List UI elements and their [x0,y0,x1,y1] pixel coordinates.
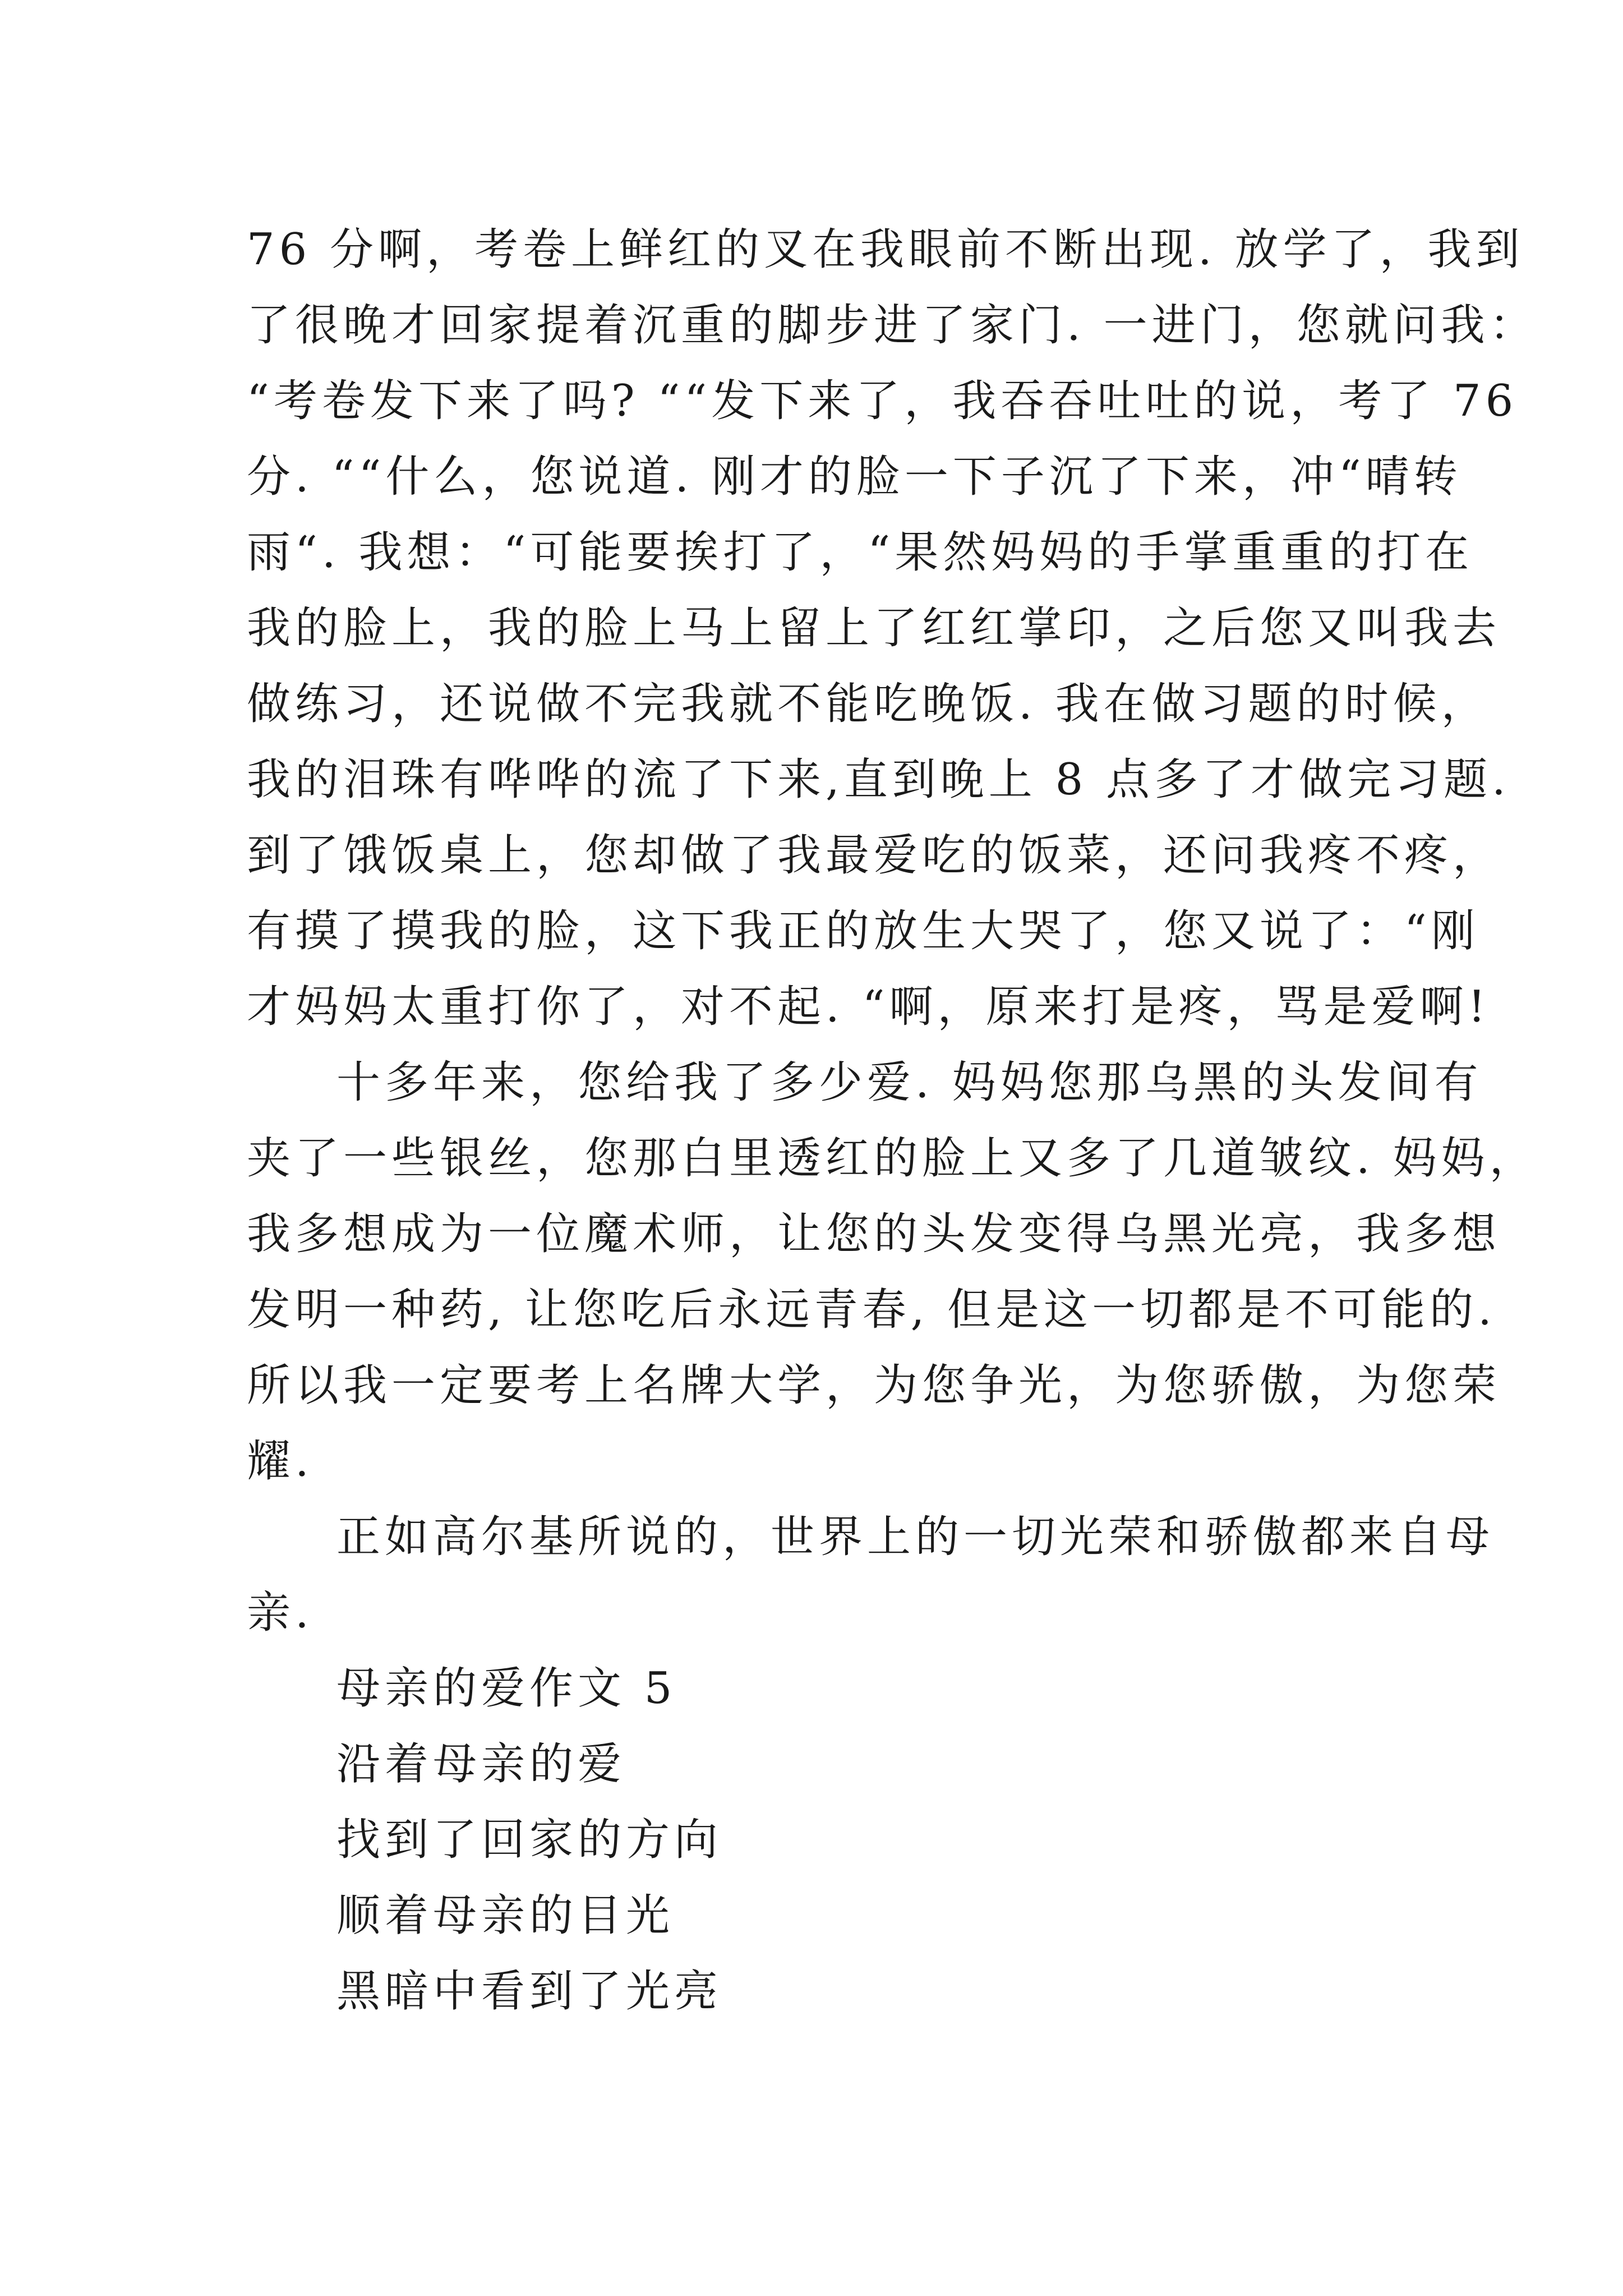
section-title: 母亲的爱作文 5 [336,1663,677,1714]
paragraph-start: 正如高尔基所说的，世界上的一切光荣和骄傲都来自母 [336,1512,1495,1562]
text-line: 分. ““什么，您说道. 刚才的脸一下子沉了下来，冲“晴转 [247,452,1462,502]
poem-line: 找到了回家的方向 [336,1815,723,1865]
text-line: 才妈妈太重打你了，对不起. “啊，原来打是疼，骂是爱啊! [247,982,1490,1032]
text-line: 做练习，还说做不完我就不能吃晚饭. 我在做习题的时候， [247,679,1490,729]
paragraph-start: 十多年来，您给我了多少爱. 妈妈您那乌黑的头发间有 [336,1057,1483,1108]
text-line: 我的泪珠有哗哗的流了下来,直到晚上 8 点多了才做完习题. [247,754,1510,805]
text-line: 耀. [247,1436,313,1487]
text-line: 76 分啊，考卷上鲜红的叉在我眼前不断出现. 放学了，我到 [247,224,1524,275]
text-line: 所以我一定要考上名牌大学，为您争光，为您骄傲，为您荣 [247,1360,1501,1411]
text-line: 我的脸上，我的脸上马上留上了红红掌印，之后您又叫我去 [247,603,1501,654]
text-line: 夹了一些银丝，您那白里透红的脸上又多了几道皱纹. 妈妈， [247,1133,1538,1184]
text-line: 发明一种药, 让您吃后永远青春, 但是这一切都是不可能的. [247,1285,1496,1335]
text-line: 我多想成为一位魔术师，让您的头发变得乌黑光亮，我多想 [247,1209,1501,1259]
poem-line: 顺着母亲的目光 [336,1890,675,1941]
text-line: “考卷发下来了吗? ““发下来了，我吞吞吐吐的说，考了 76 [247,376,1518,426]
poem-line: 沿着母亲的爱 [336,1739,626,1789]
text-line: 到了饿饭桌上，您却做了我最爱吃的饭菜，还问我疼不疼， [247,830,1501,881]
text-line: 了很晚才回家提着沉重的脚步进了家门. 一进门，您就问我： [247,300,1538,351]
text-line: 亲. [247,1588,313,1638]
poem-line: 黑暗中看到了光亮 [336,1966,723,2017]
text-line: 有摸了摸我的脸，这下我正的放生大哭了，您又说了：“刚 [247,906,1479,956]
text-line: 雨“. 我想：“可能要挨打了，“果然妈妈的手掌重重的打在 [247,527,1474,578]
